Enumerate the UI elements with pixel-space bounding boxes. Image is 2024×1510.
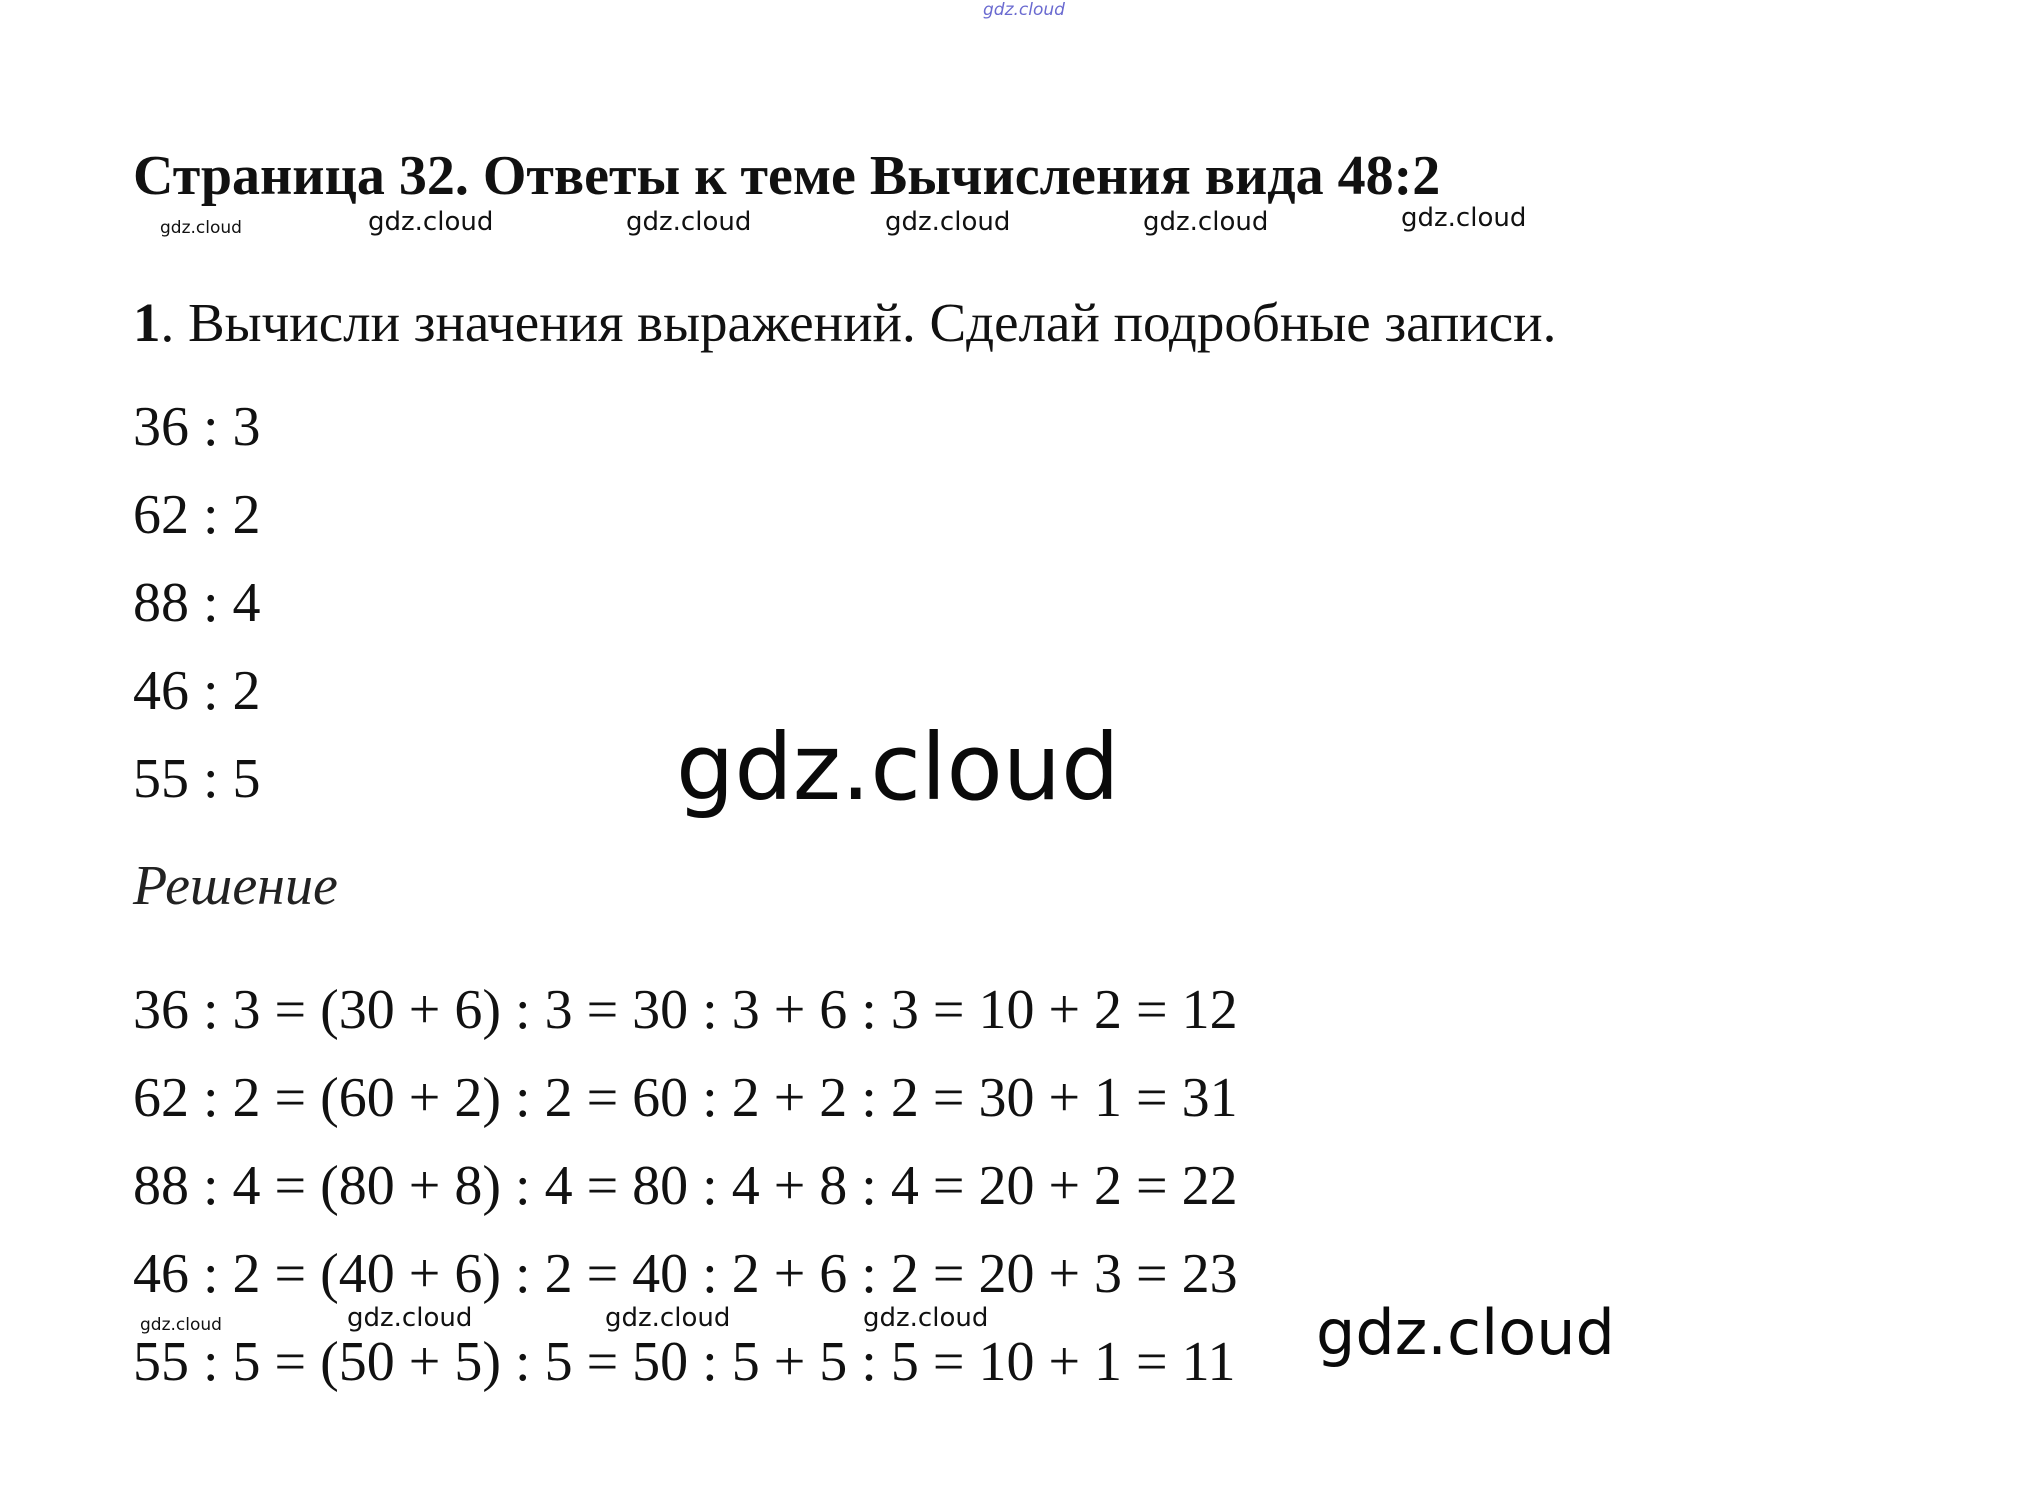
watermark: gdz.cloud [863,1303,989,1333]
watermark: gdz.cloud [160,218,242,238]
solution-line: 46 : 2 = (40 + 6) : 2 = 40 : 2 + 6 : 2 = 20 + 3 = 23 [133,1243,1238,1305]
watermark: gdz.cloud [368,207,494,237]
watermark: gdz.cloud [605,1303,731,1333]
solution-line: 62 : 2 = (60 + 2) : 2 = 60 : 2 + 2 : 2 = 30 + 1 = 31 [133,1067,1238,1129]
task-statement [133,292,1557,353]
page-title: Страница 32. Ответы к теме Вычисления вида 48:2 [133,145,1441,207]
watermark: gdz.cloud [626,207,752,237]
solution-line: 36 : 3 = (30 + 6) : 3 = 30 : 3 + 6 : 3 = 10 + 2 = 12 [133,979,1238,1041]
expression-list [133,383,261,823]
task-text: . Вычисли значения выражений. Сделай подробные записи. [160,292,1557,353]
watermark: gdz.cloud [1143,207,1269,237]
solution-list [133,966,1238,1406]
watermark: gdz.cloud [885,207,1011,237]
expression-item: 46 : 2 [133,660,261,722]
watermark: gdz.cloud [1401,203,1527,233]
watermark-bottom-right: gdz.cloud [1316,1296,1615,1369]
solution-line: 55 : 5 = (50 + 5) : 5 = 50 : 5 + 5 : 5 = 10 + 1 = 11 [133,1331,1236,1393]
expression-item: 62 : 2 [133,484,261,546]
task-number: 1 [133,292,161,353]
solution-label: Решение [133,855,338,917]
solution-line: 88 : 4 = (80 + 8) : 4 = 80 : 4 + 8 : 4 = 20 + 2 = 22 [133,1155,1238,1217]
watermark-top: gdz.cloud [983,0,1065,20]
expression-item: 55 : 5 [133,748,261,810]
watermark: gdz.cloud [140,1315,222,1335]
watermark-large: gdz.cloud [676,714,1120,821]
watermark: gdz.cloud [347,1303,473,1333]
expression-item: 88 : 4 [133,572,261,634]
expression-item: 36 : 3 [133,396,261,458]
